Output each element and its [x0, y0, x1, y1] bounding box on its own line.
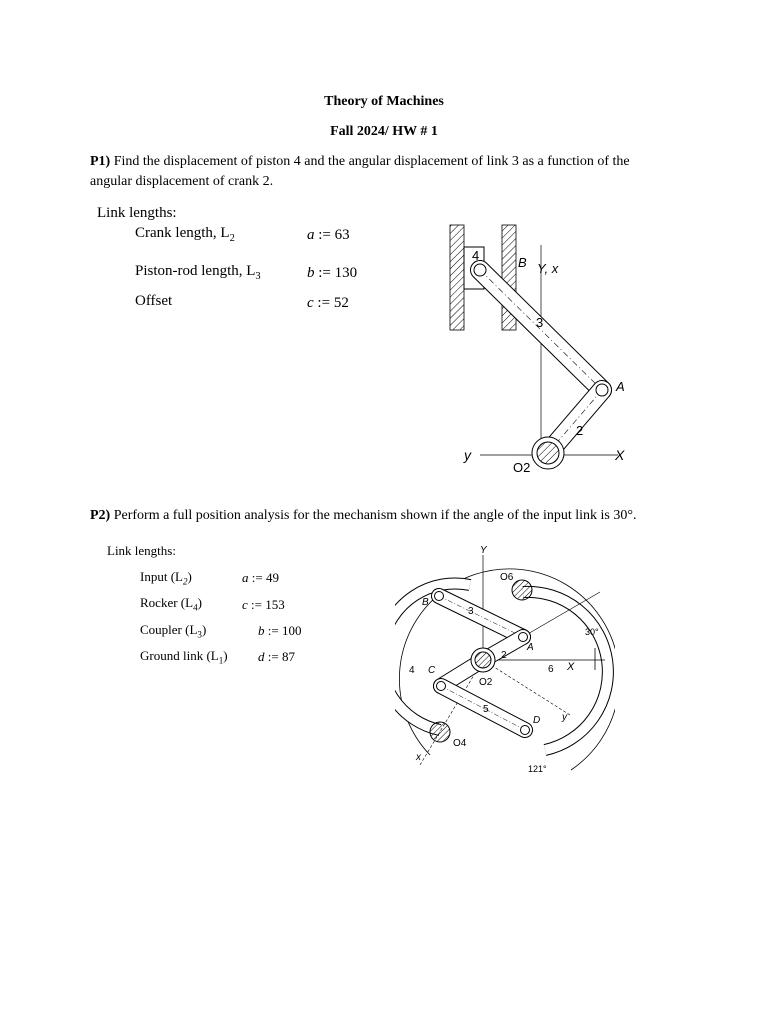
p2-ground-link-value: d := 87	[258, 649, 295, 664]
label-d: D	[533, 715, 541, 726]
label-piston-4: 4	[472, 248, 480, 263]
label-b: B	[518, 255, 527, 270]
joint-b-icon	[435, 592, 444, 601]
p1-piston-rod-length-value: b := 130	[307, 265, 358, 281]
link-3	[439, 596, 523, 637]
p2-text: Perform a full position analysis for the mechanism shown if the angle of the input link is 30°.	[110, 508, 637, 523]
label-y-axis: Y	[480, 545, 487, 556]
joint-b-icon	[474, 264, 486, 276]
p1-text-line1: Find the displacement of piston 4 and the angular displacement of link 3 as a function of the	[110, 154, 630, 169]
label-link-6: 6	[548, 664, 554, 675]
document-title: Theory of Machines	[324, 94, 444, 109]
label-y-rotated: y	[562, 712, 567, 723]
label-c: C	[428, 665, 436, 676]
label-y-x: Y, x	[537, 261, 559, 276]
p1-link-lengths-heading: Link lengths:	[97, 205, 177, 221]
label-link-3: 3	[536, 315, 544, 330]
pivot-o2-icon	[475, 652, 491, 668]
p1-tag: P1)	[90, 154, 111, 169]
p2-statement	[90, 506, 710, 526]
label-o2: O2	[479, 677, 493, 688]
p1-crank-length-value: a := 63	[307, 227, 350, 243]
label-link-4: 4	[409, 665, 415, 676]
p2-tag: P2)	[90, 508, 111, 523]
p1-offset-label: Offset	[135, 293, 173, 309]
label-a: A	[527, 642, 534, 653]
pivot-o4-icon	[430, 722, 450, 742]
label-x-rotated: x	[416, 752, 421, 763]
p2-mechanism-figure	[395, 540, 615, 785]
p2-rocker-label: Rocker $(L_4)$	[140, 595, 202, 613]
pivot-o6-icon	[512, 580, 532, 600]
label-x-axis: X	[567, 661, 575, 673]
label-angle-121: 121°	[528, 764, 547, 774]
label-x-axis: X	[615, 447, 625, 463]
p1-slider-crank-figure	[440, 215, 640, 480]
joint-a-icon	[519, 633, 528, 642]
p2-link-lengths-heading: Link lengths:	[107, 543, 176, 558]
label-o6: O6	[500, 572, 514, 583]
p2-ground-link-label: Ground link $(L_1)$	[140, 648, 228, 666]
joint-c-icon	[437, 682, 446, 691]
p1-statement	[90, 152, 700, 192]
label-o2: O2	[513, 460, 531, 475]
label-b: B	[422, 597, 429, 608]
label-link-2: 2	[501, 650, 507, 661]
ground-pivot-o2-icon	[537, 442, 559, 464]
joint-a-icon	[596, 384, 608, 396]
link-6	[523, 592, 608, 750]
p1-piston-rod-length-label: Piston-rod length, $L_3$	[135, 263, 261, 282]
p2-input-value: a := 49	[242, 570, 279, 585]
label-link-3: 3	[468, 606, 474, 617]
p2-coupler-value: b := 100	[258, 623, 302, 638]
label-angle-30: 30°	[585, 627, 599, 637]
label-link-2: 2	[576, 423, 584, 438]
p2-coupler-label: Coupler $(L_3)$	[140, 622, 207, 640]
p1-crank-length-label: Crank length, $L_2$	[135, 225, 235, 244]
p2-input-label: Input $(L_2)$	[140, 569, 192, 587]
left-wall-hatch	[450, 225, 464, 330]
label-y-axis: y	[464, 447, 471, 463]
joint-d-icon	[521, 726, 530, 735]
p2-rocker-value: c := 153	[242, 597, 285, 612]
label-link-5: 5	[483, 704, 489, 715]
p1-offset-value: c := 52	[307, 295, 349, 311]
label-o4: O4	[453, 738, 467, 749]
label-a: A	[616, 379, 625, 394]
document-subtitle: Fall 2024/ HW # 1	[330, 124, 438, 139]
p1-text-line2: angular displacement of crank 2.	[90, 174, 274, 189]
